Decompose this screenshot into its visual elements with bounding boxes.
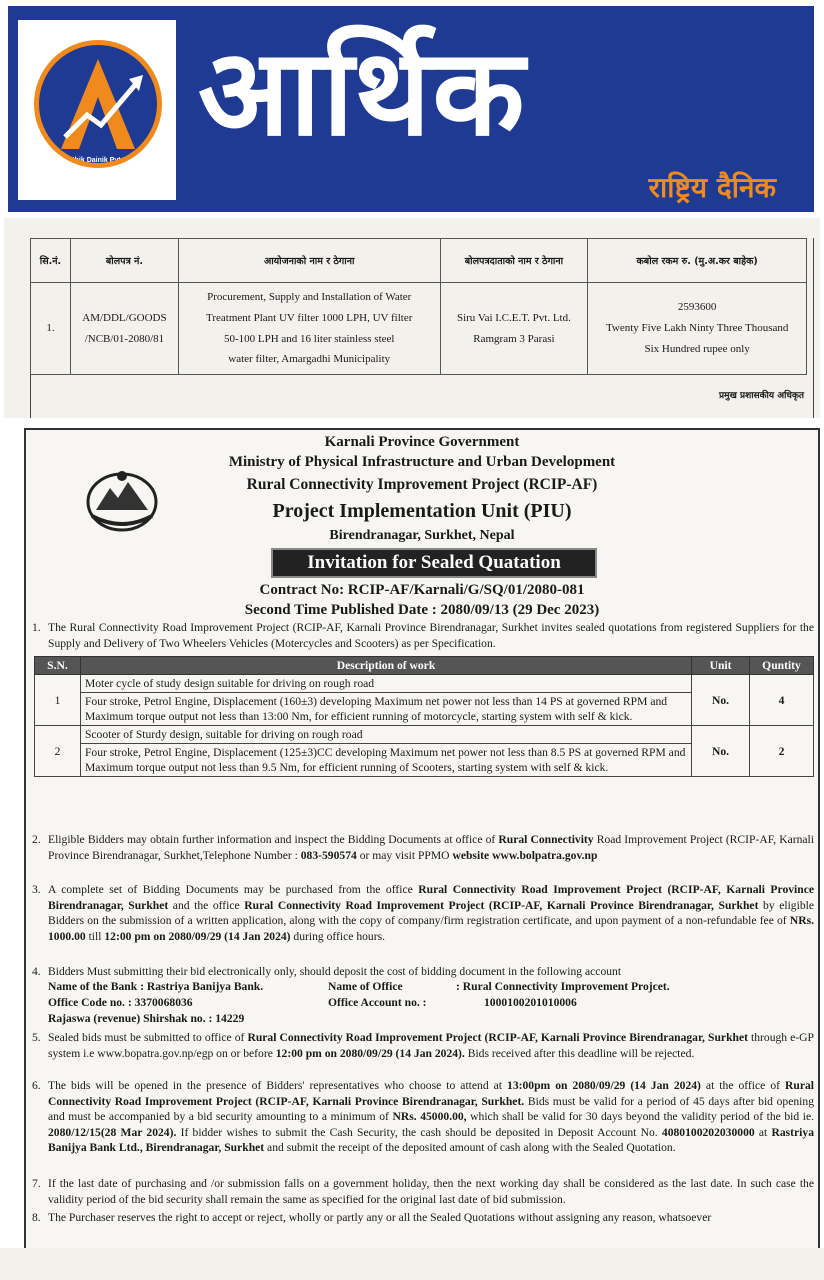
clause-6: 6. The bids will be opened in the presence of Bidders' representatives who choose to attend at 13:00pm on 2080/09/29 (14 Jan 2024) at the office of Rural Connectivity Road Improvement Project (RCIP-AF, Karnali Province Birendranagar, Surkhet. Bids must be valid for a period of 45 days after bid opening and must be accompanied by a bid security amounting to a minimum of NRs. 45000.00, which shall be valid for 30 days beyond the validity period of the bid ie. 2080/12/15(28 Mar 2024). If bidder wishes to submit the Cash Security, the cash should be deposited in Deposit Account No. 4080100202030000 at Rastriya Banijya Bank Ltd., Birendranagar, Surkhet and submit the receipt of the deposited amount of cash along with the Sealed Quotation. — [32, 1079, 815, 1154]
col-sn: सि.नं. — [31, 239, 71, 283]
award-bid-no: AM/DDL/GOODS /NCB/01-2080/81 — [70, 283, 178, 375]
clause-7: 7. If the last date of purchasing and /or submission falls on a government holiday, then the next working day shall be considered as the last date. In such case the validity period of the bid security shall remain the same as specified for the original last date of bid submission. — [32, 1177, 814, 1206]
ministry-name: Ministry of Physical Infrastructure and Urban Development — [228, 454, 616, 470]
govt-name: Karnali Province Government — [324, 434, 520, 450]
clause-5: 5. Sealed bids must be submitted to office of Rural Connectivity Road Improvement Project (RCIP-AF, Karnali Province Birendranagar, Surkhet through e-GP system i.e www.bopatra.gov.np/egp on or before 12:00 pm on 2080/09/29 (14 Jan 2024). Bids received after this deadline will be rejected. — [32, 1031, 814, 1060]
officer-signature: प्रमुख प्रशासकीय अधिकृत — [718, 391, 804, 401]
piu-name: Project Implementation Unit (PIU) — [272, 500, 572, 522]
office-name-label: Name of Office — [328, 980, 403, 993]
clause-2: 2. Eligible Bidders may obtain further information and inspect the Bidding Documents at office of Rural Connectivity Road Improvement Project (RCIP-AF, Karnali Province Birendranagar, Surkhet,Telephone Number : 083-590574 or may visit PPMO website www.bolpatra.gov.np — [32, 833, 814, 862]
address: Birendranagar, Surkhet, Nepal — [329, 528, 515, 543]
masthead — [8, 6, 814, 212]
award-table — [30, 238, 807, 375]
bank-name: Name of the Bank : Rastriya Banijya Bank. — [48, 980, 264, 993]
award-amount: 2593600 Twenty Five Lakh Ninty Three Thousand Six Hundred rupee only — [588, 283, 807, 375]
notice-title-banner: Invitation for Sealed Quatation — [271, 548, 597, 578]
clause-1: 1. The Rural Connectivity Road Improvement Project (RCIP-AF, Karnali Province Birendranagar, Surkhet invites sealed quotations from registered Suppliers for the Supply and Delivery of Two Wheelers Vehicles (Motercycles and Scooters) as per Specification. — [32, 621, 814, 650]
award-table-header — [31, 239, 807, 283]
col-amount: कबोल रकम रु. (मु.अ.कर बाहेक) — [588, 239, 807, 283]
clause-3: 3. A complete set of Bidding Documents may be purchased from the office Rural Connectivity Road Improvement Project (RCIP-AF, Karnali Province Birendranagar, Surkhet and the office Rural Connectivity Road Improvement Project (RCIP-AF, Karnali Province Birendranagar, Surkhet by eligible Bidders on the submission of a written application, along with the copy of company/firm registration certificate, and upon payment of a non-refundable fee of NRs. 1000.00 till 12:00 pm on 2080/09/29 (14 Jan 2024) during office hours. — [32, 883, 815, 943]
col-bidder: बोलपत्रदाताको नाम र ठेगाना — [440, 239, 588, 283]
items-table-header: S.N. Description of work Unit Quntity — [35, 657, 814, 675]
office-code: Office Code no. : 3370068036 — [48, 996, 193, 1009]
table-row: Four stroke, Petrol Engine, Displacement (125±3)CC developing Maximum net power not less than 8.5 PS at governed RPM and Maximum torque output not less than 9.5 Nm, for efficient running of Scooters, starting system with self & kick. — [35, 744, 814, 777]
table-row: 1 Moter cycle of study design suitable for driving on rough road No. 4 — [35, 675, 814, 693]
clause-4: 4. Bidders Must submitting their bid electronically only, should deposit the cost of bidding document in the following account — [32, 965, 622, 978]
award-bidder: Siru Vai I.C.E.T. Pvt. Ltd. Ramgram 3 Parasi — [440, 283, 588, 375]
logo — [18, 20, 176, 200]
contract-no: Contract No: RCIP-AF/Karnali/G/SQ/01/2080-081 — [259, 582, 585, 598]
items-table — [34, 656, 814, 777]
office-account-label: Office Account no. : — [328, 996, 427, 1009]
award-sn: 1. — [31, 283, 71, 375]
sealed-quotation-notice — [24, 428, 820, 1248]
table-row: Four stroke, Petrol Engine, Displacement (160±3) developing Maximum net power not less than 14 PS at governed RPM and Maximum torque output not less than 13:00 Nm, for efficient running of motorcycle, starting system with self & kick. — [35, 693, 814, 726]
brand-name: आर्थिक — [198, 24, 527, 163]
col-project: आयोजनाको नाम र ठेगाना — [178, 239, 440, 283]
published-date: Second Time Published Date : 2080/09/13 (29 Dec 2023) — [244, 602, 600, 618]
table-row: 2 Scooter of Sturdy design, suitable for driving on rough road No. 2 — [35, 726, 814, 744]
page-bottom-margin — [0, 1248, 824, 1280]
table-row — [31, 283, 807, 375]
tagline: राष्ट्रिय दैनिक — [648, 171, 776, 204]
office-account-value: 1000100201010006 — [484, 996, 577, 1009]
project-name: Rural Connectivity Improvement Project (RCIP-AF) — [246, 476, 598, 493]
office-name-value: : Rural Connectivity Improvement Projcet. — [456, 980, 670, 993]
award-project: Procurement, Supply and Installation of Water Treatment Plant UV filter 1000 LPH, UV filter 50-100 LPH and 16 liter stainless steel water filter, Amargadhi Municipality — [178, 283, 440, 375]
growth-arrow-icon — [39, 45, 157, 163]
logo-emblem — [34, 40, 162, 168]
logo-caption: Aarthik Dainik Pvt.Ltd. — [60, 157, 136, 164]
revenue-head: Rajaswa (revenue) Shirshak no. : 14229 — [48, 1012, 245, 1025]
col-bid-no: बोलपत्र नं. — [70, 239, 178, 283]
clause-8: 8. The Purchaser reserves the right to accept or reject, wholly or partly any or all the Sealed Quotations without assigning any reason, whatsoever — [32, 1211, 712, 1224]
